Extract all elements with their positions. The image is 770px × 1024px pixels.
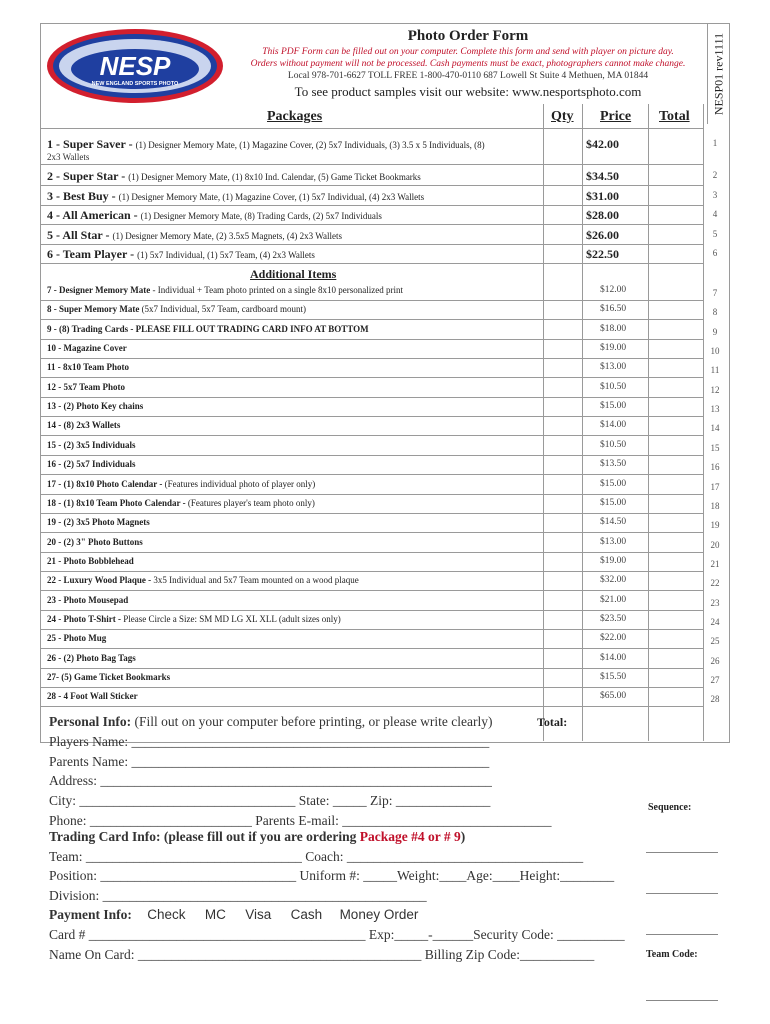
qty-input[interactable] [546,187,580,203]
total-input[interactable] [651,340,701,357]
row-rule [40,358,704,359]
row-number: 24 [710,616,720,627]
item-name: 18 - (1) 8x10 Team Photo Calendar - [47,497,188,508]
row-rule [40,590,704,591]
payment-option-cash[interactable]: Cash [290,907,323,922]
item-name: 14 - (8) 2x3 Wallets [47,420,121,431]
package-description: (1) Designer Memory Mate, (1) 8x10 Ind. Calendar, (5) Game Ticket Bookmarks [128,172,421,182]
name-on-card-field[interactable]: Name On Card: __________________________________________ Billing Zip Code:___________ [49,947,595,962]
total-input[interactable] [651,495,701,512]
item-price: $65.00 [600,691,627,702]
header-rule [40,128,704,129]
item-name: 22 - Luxury Wood Plaque - [47,575,154,586]
item-price: $15.50 [600,672,627,682]
total-input[interactable] [651,379,701,396]
row-number: 10 [710,346,720,357]
total-header: Total [659,109,690,124]
payment-heading: Payment Info: [49,907,132,922]
payment-option-mc[interactable]: MC [204,907,226,922]
row-rule [40,571,704,572]
item-price: $14.00 [600,420,627,431]
total-input[interactable] [651,187,701,203]
address-field[interactable]: Address: __________________________________________________________ [49,773,492,788]
row-number: 3 [712,190,718,200]
item-description: - Individual + Team photo printed on a single 8x10 personalized print [150,285,404,295]
payment-option-visa[interactable]: Visa [245,907,272,922]
item-name: 23 - Photo Mousepad [47,594,129,605]
total-input[interactable] [651,630,701,647]
right-column-divider [703,104,704,741]
total-input[interactable] [651,135,701,151]
item-name: 27- (5) Game Ticket Bookmarks [47,672,171,682]
item-description: (Features player's team photo only) [187,497,315,508]
total-input[interactable] [651,282,701,299]
item-name: 21 - Photo Bobblehead [47,555,134,566]
parents-name-field[interactable]: Parents Name: _____________________________________________________ [49,754,490,769]
package-name: 5 - All Star - [47,228,113,242]
row-number: 16 [710,462,720,473]
package-name: 1 - Super Saver - [47,137,136,151]
item-price: $18.00 [600,323,627,334]
qty-input[interactable] [546,650,580,667]
item-row [47,479,315,489]
item-name: 13 - (2) Photo Key chains [47,401,144,412]
total-input[interactable] [651,301,701,318]
row-number: 5 [712,229,718,239]
total-input[interactable] [651,206,701,222]
package-description: (1) 5x7 Individual, (1) 5x7 Team, (4) 2x3 Wallets [137,250,315,260]
qty-input[interactable] [546,437,580,454]
qty-input[interactable] [546,534,580,551]
qty-input[interactable] [546,572,580,589]
item-price: $19.00 [600,555,627,566]
package-row [47,189,424,204]
item-row [47,343,127,353]
item-row [47,556,134,566]
total-input[interactable] [651,476,701,493]
row-rule [40,513,704,514]
total-input[interactable] [651,245,701,261]
item-description: (Features individual photo of player only) [164,478,316,489]
item-name: 26 - (2) Photo Bag Tags [47,652,136,663]
total-input[interactable] [651,553,701,570]
item-row [47,324,369,334]
total-input[interactable] [651,650,701,667]
total-input[interactable] [651,437,701,454]
package-description-cont: 2x3 Wallets [47,152,90,162]
total-input[interactable] [651,226,701,242]
item-price: $13.00 [600,536,627,547]
item-row [47,285,403,295]
row-rule [40,532,704,533]
total-input[interactable] [651,321,701,338]
item-description: (5x7 Individual, 5x7 Team, cardboard mount) [139,304,306,315]
qty-input[interactable] [546,282,580,299]
total-label: Total: [537,715,568,729]
item-row [47,459,136,469]
item-name: 12 - 5x7 Team Photo [47,381,126,392]
website-line: To see product samples visit our website: www.nesportsphoto.com [294,84,642,99]
row-number: 1 [712,138,718,148]
item-name: 10 - Magazine Cover [47,343,127,354]
row-rule [40,339,704,340]
item-description: Please Circle a Size: SM MD LG XL XLL (adult sizes only) [123,613,341,624]
price-header: Price [600,109,632,124]
position-uniform-fields[interactable]: Position: _____________________________ Uniform #: _____Weight:____Age:____Height:________ [49,868,615,883]
item-name: 20 - (2) 3" Photo Buttons [47,536,143,547]
item-name: 19 - (2) 3x5 Photo Magnets [47,517,150,528]
item-description: 3x5 Individual and 5x7 Team mounted on a wood plaque [153,575,359,586]
package-row [47,228,342,243]
package-description: (1) Designer Memory Mate, (2) 3.5x5 Magnets, (4) 2x3 Wallets [112,231,343,241]
sequence-label: Sequence: [648,802,692,813]
team-code-label: Team Code: [646,949,698,960]
item-row [47,575,359,585]
row-rule [40,319,704,320]
row-rule [40,494,704,495]
item-name: 17 - (1) 8x10 Photo Calendar - [47,478,165,489]
qty-input[interactable] [546,611,580,628]
item-row [47,537,143,547]
qty-input[interactable] [546,167,580,183]
qty-input[interactable] [546,206,580,222]
row-rule [40,244,704,245]
row-number: 23 [710,597,720,608]
logo-subtext: NEW ENGLAND SPORTS PHOTO [91,81,179,87]
item-name: 7 - Designer Memory Mate [47,285,151,295]
total-input[interactable] [651,514,701,531]
item-name: 28 - 4 Foot Wall Sticker [47,691,138,702]
item-name: 8 - Super Memory Mate [47,304,140,315]
team-coach-fields[interactable]: Team: ________________________________ Coach: ___________________________________ [49,849,584,864]
row-number: 8 [712,307,718,318]
item-row [47,517,150,527]
row-number: 12 [710,384,720,395]
row-number: 2 [712,170,718,180]
row-number: 4 [712,209,718,219]
item-price: $32.00 [600,575,627,586]
row-rule [40,552,704,553]
package-description: (1) Designer Memory Mate, (8) Trading Cards, (2) 5x7 Individuals [140,211,382,221]
row-rule [40,455,704,456]
row-rule [40,224,704,225]
team-code-blank[interactable] [646,1000,718,1001]
contact-line: Local 978-701-6627 TOLL FREE 1-800-470-0110 687 Lowell St Suite 4 Methuen, MA 01844 [287,71,649,81]
row-rule [40,300,704,301]
total-input[interactable] [651,572,701,589]
item-price: $10.50 [600,381,627,392]
item-row [47,691,138,701]
qty-input[interactable] [546,553,580,570]
row-rule [40,377,704,378]
phone-email-fields[interactable]: Phone: ________________________ Parents E-mail: _______________________________ [49,813,552,828]
package-name: 6 - Team Player - [47,247,138,261]
form-code: NESP01 rev1111 [707,24,730,124]
price-column-divider [582,104,583,741]
row-rule [40,416,704,417]
package-row [47,169,421,184]
division-field[interactable]: Division: ________________________________________________ [49,888,427,903]
qty-input[interactable] [546,592,580,609]
item-row [47,498,315,508]
qty-column-divider [543,104,544,741]
package-price: $26.00 [586,228,619,242]
row-rule [40,185,704,186]
row-rule [40,668,704,669]
item-price: $10.50 [600,439,627,450]
package-row [47,137,485,152]
total-input[interactable] [651,417,701,434]
item-row [47,362,129,372]
row-number: 21 [710,558,720,569]
item-row [47,672,170,682]
item-name: 24 - Photo T-Shirt - [47,613,124,624]
row-number: 17 [710,481,720,492]
item-price: $21.00 [600,594,627,605]
qty-input[interactable] [546,688,580,705]
total-input[interactable] [651,669,701,686]
package-description: (1) Designer Memory Mate, (1) Magazine Cover, (2) 5x7 Individuals, (3) 3.5 x 5 Individuals, (8) [135,140,485,150]
item-name: 16 - (2) 5x7 Individuals [47,459,136,470]
item-name: 9 - (8) Trading Cards - PLEASE FILL OUT TRADING CARD INFO AT BOTTOM [47,323,369,334]
package-price: $22.50 [586,247,619,261]
payment-option-money-order[interactable]: Money Order [339,907,419,922]
total-input[interactable] [651,688,701,705]
row-number: 13 [710,404,720,415]
item-row [47,653,136,663]
qty-input[interactable] [546,417,580,434]
total-input[interactable] [651,456,701,473]
item-row [47,382,125,392]
order-table-frame [40,23,730,743]
item-price: $13.50 [600,459,627,470]
city-state-zip-fields[interactable]: City: ________________________________ State: _____ Zip: ______________ [49,793,491,808]
row-number: 25 [710,636,720,647]
item-price: $15.00 [600,478,627,489]
row-number: 18 [710,500,720,511]
qty-input[interactable] [546,495,580,512]
personal-info-heading: Personal Info: (Fill out on your computer before printing, or please write clearly) [49,714,493,729]
item-price: $15.00 [600,497,627,508]
item-price: $14.50 [600,517,627,528]
instructions-line-1: This PDF Form can be filled out on your computer. Complete this form and send with player on picture day. [262,47,674,57]
row-rule [40,474,704,475]
total-input[interactable] [651,398,701,415]
package-price: $34.50 [586,169,619,183]
item-price: $19.00 [600,343,627,354]
row-rule [40,629,704,630]
row-rule [40,610,704,611]
item-price: $23.50 [600,613,627,624]
row-number: 28 [710,694,720,705]
qty-input[interactable] [546,245,580,261]
item-row [47,595,128,605]
qty-input[interactable] [546,226,580,242]
packages-header: Packages [267,109,323,124]
row-number: 20 [710,539,720,550]
office-blank-3[interactable] [646,934,718,935]
qty-header: Qty [551,109,574,124]
logo-text: NESP [99,51,171,81]
nesp-logo [45,27,225,105]
item-price: $22.00 [600,633,627,644]
trading-card-heading: Trading Card Info: (please fill out if you are ordering Package #4 or # 9) [49,829,466,844]
item-price: $13.00 [600,362,627,373]
qty-input[interactable] [546,321,580,338]
item-name: 25 - Photo Mug [47,633,107,644]
qty-input[interactable] [546,135,580,151]
payment-info-row [49,907,418,923]
qty-input[interactable] [546,514,580,531]
row-number: 27 [710,675,720,685]
item-row [47,401,143,411]
total-input[interactable] [651,592,701,609]
row-rule [40,706,704,707]
total-input[interactable] [651,534,701,551]
package-row [47,208,382,223]
package-price: $42.00 [586,137,619,151]
instructions-line-2: Orders without payment will not be processed. Cash payments must be exact, photographers cannot make change. [250,59,686,69]
item-row [47,614,341,624]
package-name: 4 - All American - [47,208,141,222]
total-input[interactable] [651,611,701,628]
additional-items-title: Additional Items [250,267,337,281]
total-input[interactable] [651,167,701,183]
qty-input[interactable] [546,669,580,686]
row-number: 9 [712,326,718,337]
item-price: $12.00 [600,285,627,295]
row-number: 15 [710,442,720,453]
package-name: 3 - Best Buy - [47,189,119,203]
total-column-divider [648,104,649,741]
row-number: 6 [712,248,718,258]
item-name: 11 - 8x10 Team Photo [47,362,130,373]
total-input[interactable] [651,359,701,376]
item-row [47,420,120,430]
row-number: 26 [710,655,720,666]
row-rule [40,687,704,688]
item-row [47,633,106,643]
row-rule [40,263,704,264]
qty-input[interactable] [546,359,580,376]
office-blank-1[interactable] [646,852,718,853]
package-price: $28.00 [586,208,619,222]
row-number: 11 [710,365,720,376]
row-number: 7 [712,288,718,298]
row-number: 22 [710,578,720,589]
package-price: $31.00 [586,189,619,203]
row-rule [40,648,704,649]
row-number: 19 [710,520,720,531]
row-rule [40,435,704,436]
item-row [47,440,136,450]
item-price: $15.00 [600,401,627,412]
item-price: $14.00 [600,652,627,663]
package-description: (1) Designer Memory Mate, (1) Magazine Cover, (1) 5x7 Individual, (4) 2x3 Wallets [118,192,425,202]
card-number-field[interactable]: Card # _________________________________________ Exp:_____-______Security Code: __________ [49,927,625,942]
item-row [47,304,306,314]
office-blank-2[interactable] [646,893,718,894]
package-row [47,247,315,262]
players-name-field[interactable]: Players Name: _____________________________________________________ [49,734,490,749]
qty-input[interactable] [546,630,580,647]
payment-option-check[interactable]: Check [147,907,186,922]
qty-input[interactable] [546,398,580,415]
qty-input[interactable] [546,379,580,396]
item-name: 15 - (2) 3x5 Individuals [47,439,136,450]
item-price: $16.50 [600,304,627,315]
qty-input[interactable] [546,456,580,473]
qty-input[interactable] [546,301,580,318]
form-title: Photo Order Form [407,28,529,44]
qty-input[interactable] [546,340,580,357]
qty-input[interactable] [546,476,580,493]
package-name: 2 - Super Star - [47,169,129,183]
row-rule [40,164,704,165]
row-number: 14 [710,423,720,434]
row-rule [40,205,704,206]
row-rule [40,397,704,398]
